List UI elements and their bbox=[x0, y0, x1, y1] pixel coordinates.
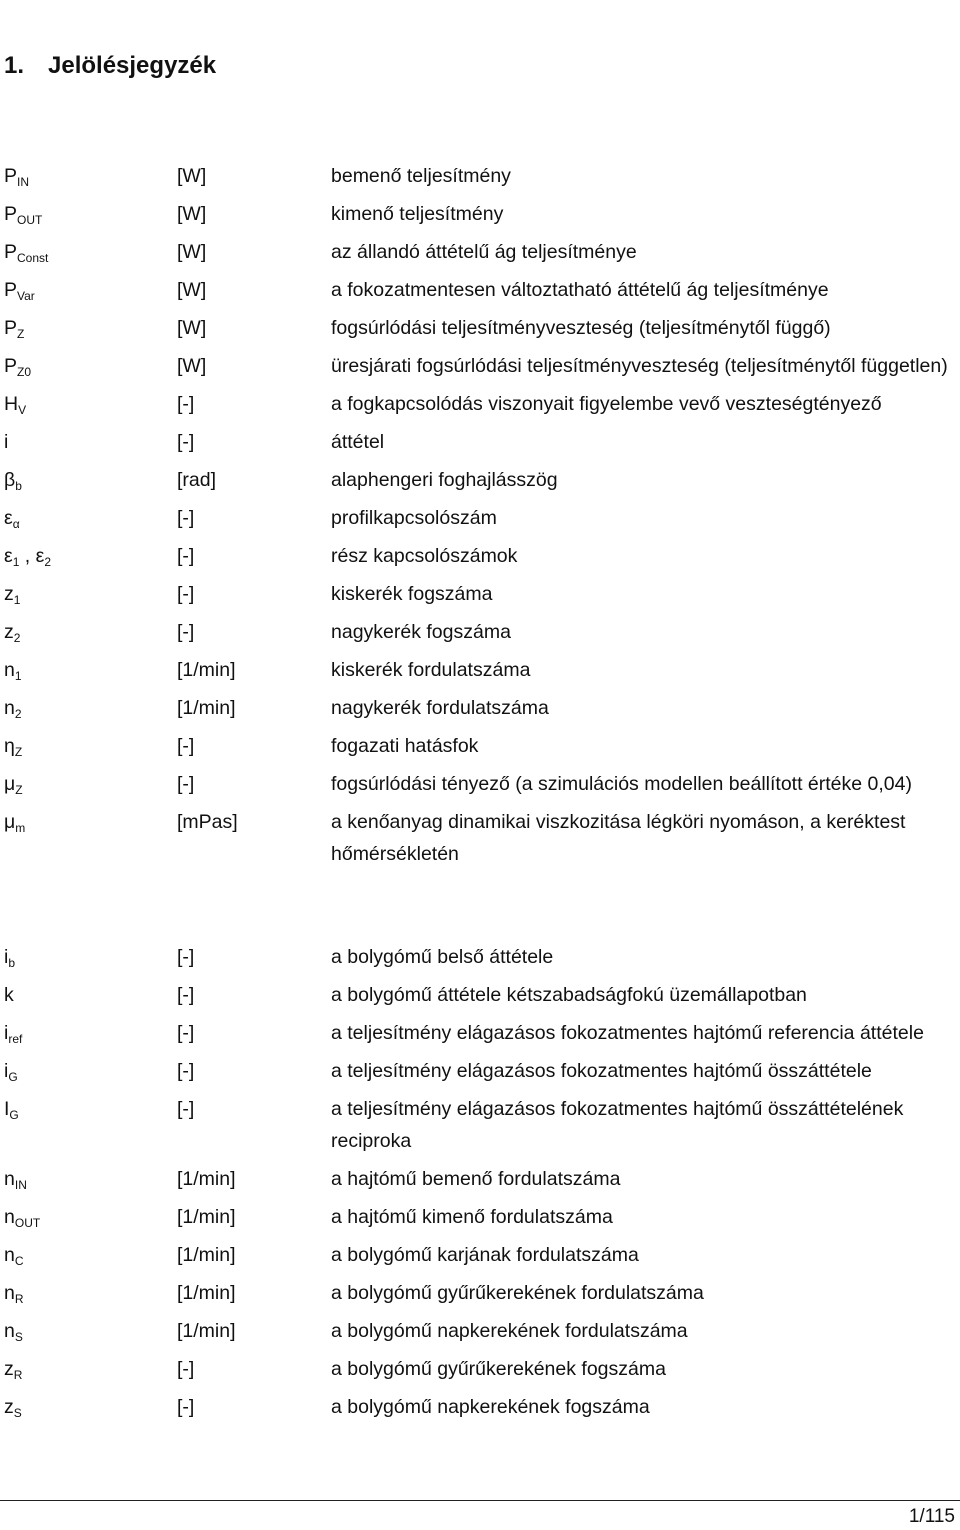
description: kiskerék fordulatszáma bbox=[331, 659, 531, 681]
description: a teljesítmény elágazásos fokozatmentes hajtómű összáttétele bbox=[331, 1060, 872, 1082]
symbol-base: ε bbox=[4, 507, 13, 529]
symbol bbox=[4, 1353, 174, 1385]
symbol-subscript: OUT bbox=[17, 213, 43, 227]
symbol-subscript: G bbox=[9, 1108, 19, 1122]
symbol-subscript: IN bbox=[14, 1178, 27, 1192]
symbol-base: ε bbox=[4, 545, 13, 567]
description: bemenő teljesítmény bbox=[331, 165, 511, 187]
description: a bolygómű gyűrűkerekének fordulatszáma bbox=[331, 1282, 704, 1304]
unit: [rad] bbox=[177, 469, 217, 491]
unit: [-] bbox=[177, 1098, 195, 1120]
description: kimenő teljesítmény bbox=[331, 203, 504, 225]
notation-row bbox=[0, 1055, 960, 1087]
description: a hajtómű bemenő fordulatszáma bbox=[331, 1168, 621, 1190]
symbol bbox=[4, 616, 174, 648]
description: a teljesítmény elágazásos fokozatmentes hajtómű összáttételének reciproka bbox=[331, 1098, 904, 1152]
symbol-base: I bbox=[4, 1098, 10, 1120]
symbol bbox=[4, 692, 174, 724]
symbol bbox=[4, 578, 174, 610]
unit: [-] bbox=[177, 431, 195, 453]
unit: [mPas] bbox=[177, 811, 238, 833]
description: alaphengeri foghajlásszög bbox=[331, 469, 558, 491]
unit: [-] bbox=[177, 773, 195, 795]
symbol bbox=[4, 1017, 174, 1049]
notation-row bbox=[0, 1093, 960, 1157]
symbol-base: z bbox=[4, 583, 14, 605]
symbol-base: n bbox=[4, 1206, 15, 1228]
symbol-base: H bbox=[4, 393, 19, 415]
notation-row bbox=[0, 616, 960, 648]
notation-row bbox=[0, 979, 960, 1011]
symbol-base: n bbox=[4, 1282, 15, 1304]
symbol-base: P bbox=[4, 279, 18, 301]
symbol-subscript: R bbox=[13, 1368, 23, 1382]
symbol bbox=[4, 1239, 174, 1271]
description: kiskerék fogszáma bbox=[331, 583, 493, 605]
symbol-subscript: S bbox=[13, 1406, 22, 1420]
symbol bbox=[4, 1201, 174, 1233]
unit: [-] bbox=[177, 735, 195, 757]
unit: [-] bbox=[177, 621, 195, 643]
description: üresjárati fogsúrlódási teljesítményveszteség (teljesítménytől független) bbox=[331, 355, 948, 377]
symbol-base: n bbox=[4, 659, 15, 681]
symbol bbox=[4, 464, 174, 496]
description: nagykerék fogszáma bbox=[331, 621, 511, 643]
description: áttétel bbox=[331, 431, 385, 453]
symbol-base: k bbox=[4, 984, 14, 1006]
symbol-subscript: α bbox=[12, 517, 20, 531]
notation-row bbox=[0, 941, 960, 973]
notation-row bbox=[0, 502, 960, 534]
notation-row bbox=[0, 730, 960, 762]
notation-row bbox=[0, 426, 960, 458]
symbol-subscript: m bbox=[15, 821, 26, 835]
section-title: Jelölésjegyzék bbox=[48, 52, 217, 79]
symbol-base: β bbox=[4, 469, 16, 491]
notation-row bbox=[0, 1315, 960, 1347]
notation-row bbox=[0, 1353, 960, 1385]
symbol-base: P bbox=[4, 203, 18, 225]
symbol bbox=[4, 312, 174, 344]
unit: [1/min] bbox=[177, 697, 236, 719]
symbol-subscript: 1 bbox=[14, 669, 22, 683]
symbol-subscript: 2 bbox=[14, 707, 22, 721]
description: a bolygómű karjának fordulatszáma bbox=[331, 1244, 639, 1266]
symbol-subscript-2: 2 bbox=[44, 555, 52, 569]
unit: [-] bbox=[177, 1022, 195, 1044]
symbol bbox=[4, 730, 174, 762]
symbol bbox=[4, 979, 174, 1011]
symbol bbox=[4, 654, 174, 686]
symbol bbox=[4, 160, 174, 192]
description: a bolygómű gyűrűkerekének fogszáma bbox=[331, 1358, 666, 1380]
notation-row bbox=[0, 350, 960, 382]
symbol bbox=[4, 941, 174, 973]
unit: [W] bbox=[177, 355, 207, 377]
symbol-subscript: ref bbox=[8, 1032, 23, 1046]
symbol-subscript: Z bbox=[17, 327, 25, 341]
description: fogsúrlódási tényező (a szimulációs modellen beállított értéke 0,04) bbox=[331, 773, 912, 795]
description: a fogkapcsolódás viszonyait figyelembe vevő veszteségtényező bbox=[331, 393, 882, 415]
description: az állandó áttételű ág teljesítménye bbox=[331, 241, 637, 263]
symbol-base: η bbox=[4, 735, 15, 757]
symbol-subscript: OUT bbox=[14, 1216, 41, 1230]
notation-row bbox=[0, 1391, 960, 1423]
unit: [W] bbox=[177, 203, 207, 225]
symbol-base: n bbox=[4, 1168, 15, 1190]
notation-row bbox=[0, 540, 960, 572]
description: profilkapcsolószám bbox=[331, 507, 497, 529]
symbol-subscript: b bbox=[15, 479, 22, 493]
symbol bbox=[4, 1315, 174, 1347]
notation-row bbox=[0, 654, 960, 686]
description: a bolygómű napkerekének fordulatszáma bbox=[331, 1320, 688, 1342]
unit: [W] bbox=[177, 317, 207, 339]
symbol-subscript: Var bbox=[17, 289, 35, 303]
notation-row bbox=[0, 198, 960, 230]
unit: [-] bbox=[177, 507, 195, 529]
notation-row bbox=[0, 1277, 960, 1309]
symbol bbox=[4, 806, 174, 838]
notation-row bbox=[0, 464, 960, 496]
description: a bolygómű áttétele kétszabadságfokú üzemállapotban bbox=[331, 984, 807, 1006]
unit: [-] bbox=[177, 545, 195, 567]
symbol bbox=[4, 274, 174, 306]
description: a fokozatmentesen változtatható áttételű ág teljesítménye bbox=[331, 279, 829, 301]
symbol-base: P bbox=[4, 355, 18, 377]
description: nagykerék fordulatszáma bbox=[331, 697, 549, 719]
unit: [1/min] bbox=[177, 1320, 236, 1342]
notation-row bbox=[0, 1163, 960, 1195]
unit: [1/min] bbox=[177, 1168, 236, 1190]
symbol-subscript: Z0 bbox=[17, 365, 32, 379]
symbol bbox=[4, 1163, 174, 1195]
notation-row bbox=[0, 768, 960, 800]
notation-row bbox=[0, 1201, 960, 1233]
description: fogsúrlódási teljesítményveszteség (teljesítménytől függő) bbox=[331, 317, 831, 339]
unit: [-] bbox=[177, 583, 195, 605]
notation-row bbox=[0, 388, 960, 420]
description: fogazati hatásfok bbox=[331, 735, 479, 757]
symbol bbox=[4, 768, 174, 800]
symbol-base: μ bbox=[4, 811, 16, 833]
symbol-base: z bbox=[4, 1358, 14, 1380]
symbol-base: i bbox=[4, 431, 9, 453]
description: a hajtómű kimenő fordulatszáma bbox=[331, 1206, 613, 1228]
symbol-subscript: R bbox=[14, 1292, 24, 1306]
symbol bbox=[4, 1055, 174, 1087]
symbol-subscript: 1 bbox=[12, 555, 20, 569]
symbol-subscript: Z bbox=[14, 745, 23, 759]
symbol-subscript: C bbox=[14, 1254, 24, 1268]
symbol-subscript: G bbox=[8, 1070, 18, 1084]
symbol-subscript: 1 bbox=[13, 593, 21, 607]
unit: [1/min] bbox=[177, 1282, 236, 1304]
unit: [W] bbox=[177, 279, 207, 301]
unit: [-] bbox=[177, 1396, 195, 1418]
section-number: 1. bbox=[4, 52, 25, 79]
unit: [W] bbox=[177, 241, 207, 263]
notation-row bbox=[0, 692, 960, 724]
notation-row bbox=[0, 274, 960, 306]
unit: [1/min] bbox=[177, 1244, 236, 1266]
unit: [W] bbox=[177, 165, 207, 187]
symbol-base: i bbox=[4, 946, 9, 968]
symbol bbox=[4, 350, 174, 382]
symbol bbox=[4, 388, 174, 420]
symbol-subscript: b bbox=[8, 956, 16, 970]
notation-list-2 bbox=[0, 941, 960, 1423]
notation-row bbox=[0, 236, 960, 268]
symbol bbox=[4, 502, 174, 534]
unit: [-] bbox=[177, 1060, 195, 1082]
symbol bbox=[4, 1093, 174, 1125]
symbol-base: P bbox=[4, 317, 18, 339]
symbol-subscript: S bbox=[14, 1330, 23, 1344]
symbol bbox=[4, 198, 174, 230]
notation-row bbox=[0, 1017, 960, 1049]
symbol-subscript: 2 bbox=[13, 631, 21, 645]
unit: [-] bbox=[177, 946, 195, 968]
unit: [1/min] bbox=[177, 1206, 236, 1228]
symbol bbox=[4, 540, 174, 572]
unit: [-] bbox=[177, 984, 195, 1006]
symbol-base: z bbox=[4, 621, 14, 643]
unit: [-] bbox=[177, 1358, 195, 1380]
symbol-base: z bbox=[4, 1396, 14, 1418]
symbol-base: μ bbox=[4, 773, 16, 795]
page-number: 1/115 bbox=[908, 1506, 955, 1527]
description: rész kapcsolószámok bbox=[331, 545, 518, 567]
symbol-base: P bbox=[4, 165, 18, 187]
symbol bbox=[4, 1391, 174, 1423]
symbol-base: P bbox=[4, 241, 18, 263]
notation-list-1 bbox=[0, 160, 960, 870]
symbol-base: i bbox=[4, 1060, 9, 1082]
symbol bbox=[4, 1277, 174, 1309]
symbol-base-2: , ε bbox=[19, 545, 45, 567]
symbol-subscript: Const bbox=[17, 251, 49, 265]
symbol bbox=[4, 236, 174, 268]
notation-row bbox=[0, 1239, 960, 1271]
description: a teljesítmény elágazásos fokozatmentes hajtómű referencia áttétele bbox=[331, 1022, 924, 1044]
description: a kenőanyag dinamikai viszkozitása légköri nyomáson, a keréktest hőmérsékletén bbox=[331, 811, 906, 865]
notation-row bbox=[0, 312, 960, 344]
notation-row bbox=[0, 578, 960, 610]
notation-row bbox=[0, 160, 960, 192]
description: a bolygómű belső áttétele bbox=[331, 946, 554, 968]
notation-row bbox=[0, 806, 960, 870]
symbol-base: n bbox=[4, 697, 15, 719]
unit: [1/min] bbox=[177, 659, 236, 681]
symbol-subscript: V bbox=[18, 403, 27, 417]
symbol-subscript: IN bbox=[17, 175, 30, 189]
symbol bbox=[4, 426, 174, 458]
symbol-subscript: Z bbox=[15, 783, 23, 797]
description: a bolygómű napkerekének fogszáma bbox=[331, 1396, 650, 1418]
section-heading bbox=[4, 52, 216, 80]
symbol-base: i bbox=[4, 1022, 9, 1044]
symbol-base: n bbox=[4, 1320, 15, 1342]
symbol-base: n bbox=[4, 1244, 15, 1266]
footer-divider bbox=[0, 1500, 960, 1501]
unit: [-] bbox=[177, 393, 195, 415]
